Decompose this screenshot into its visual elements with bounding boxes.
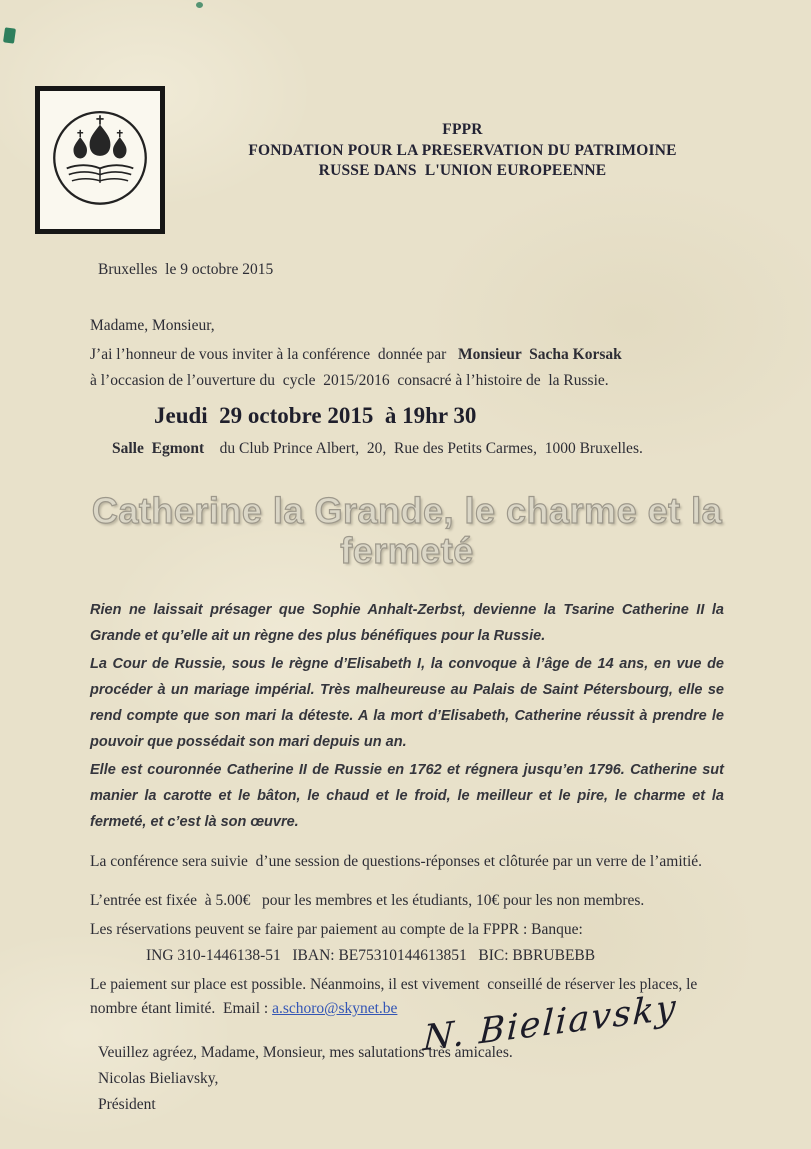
letterhead [185,120,740,181]
invitation-text: J’ai l’honneur de vous inviter à la conférence donnée par [90,346,458,363]
speaker-name: Monsieur Sacha Korsak [457,346,622,363]
reservation-line: Les réservations peuvent se faire par paiement au compte de la FPPR : Banque: [90,921,583,938]
abstract-paragraph-1: Rien ne laissait présager que Sophie Anhalt-Zerbst, devienne la Tsarine Catherine II la Grande et qu’elle ait un règne des plus bénéfiques pour la Russie. [90,602,724,644]
abstract-paragraph-2: La Cour de Russie, sous le règne d’Elisabeth I, la convoque à l’âge de 14 ans, en vue de procéder à un mariage impérial. Très malheureuse au Palais de Saint Pétersbourg, elle se rend compte que son mari la déteste. A la mort d’Elisabeth, Catherine réussit à prendre le pouvoir que possédait son mari depuis un an. [90,656,724,750]
org-name-line1: FONDATION POUR LA PRESERVATION DU PATRIMOINE [248,142,677,159]
russian-orthodox-domes-icon [48,101,152,219]
handwritten-signature: N. Bieliavsky [421,987,679,1060]
closing-info: La conférence sera suivie d’une session de questions-réponses et clôturée par un verre de l’amitié. [90,853,703,870]
lecture-abstract [90,597,724,835]
event-datetime: Jeudi 29 octobre 2015 à 19hr 30 [154,403,477,428]
org-name-line2: RUSSE DANS L'UNION EUROPEENNE [318,162,607,179]
valediction: Veuillez agréez, Madame, Monsieur, mes salutations très amicales. [98,1044,513,1061]
signer-name: Nicolas Bieliavsky, [98,1070,219,1087]
payment-text: Le paiement sur place est possible. Néanmoins, il est vivement conseillé de réserver les places, le nombre étant limité. Email : [90,976,702,1017]
letter-body [90,258,724,1119]
fppr-logo-frame [35,86,165,234]
bank-details: ING 310-1446138-51 IBAN: BE75310144613851 BIC: BBRUBEBB [146,947,596,964]
price-line: L’entrée est fixée à 5.00€ pour les membres et les étudiants, 10€ pour les non membres. [90,892,645,909]
venue-address: du Club Prince Albert, 20, Rue des Petits Carmes, 1000 Bruxelles. [204,440,643,457]
dateline: Bruxelles le 9 octobre 2015 [98,261,274,278]
invitation-line [90,342,724,368]
salutation: Madame, Monsieur, [90,317,215,334]
org-acronym: FPPR [442,121,483,138]
lecture-title: Catherine la Grande, le charme et la fermeté [91,490,723,571]
scanner-artifact-mark [3,27,16,43]
invitation-line2: à l’occasion de l’ouverture du cycle 2015/2016 consacré à l’histoire de la Russie. [90,372,609,389]
venue-room: Salle Egmont [112,440,205,457]
venue-line [90,437,724,461]
email-link[interactable]: a.schoro@skynet.be [272,1000,398,1017]
scanner-artifact-dot [196,2,203,8]
signer-title: Président [98,1096,156,1113]
abstract-paragraph-3: Elle est couronnée Catherine II de Russie en 1762 et régnera jusqu’en 1796. Catherine sut manier la carotte et le bâton, le chaud et le froid, le meilleur et le pire, le charme et la fermeté, et c’est là son œuvre. [90,762,724,830]
